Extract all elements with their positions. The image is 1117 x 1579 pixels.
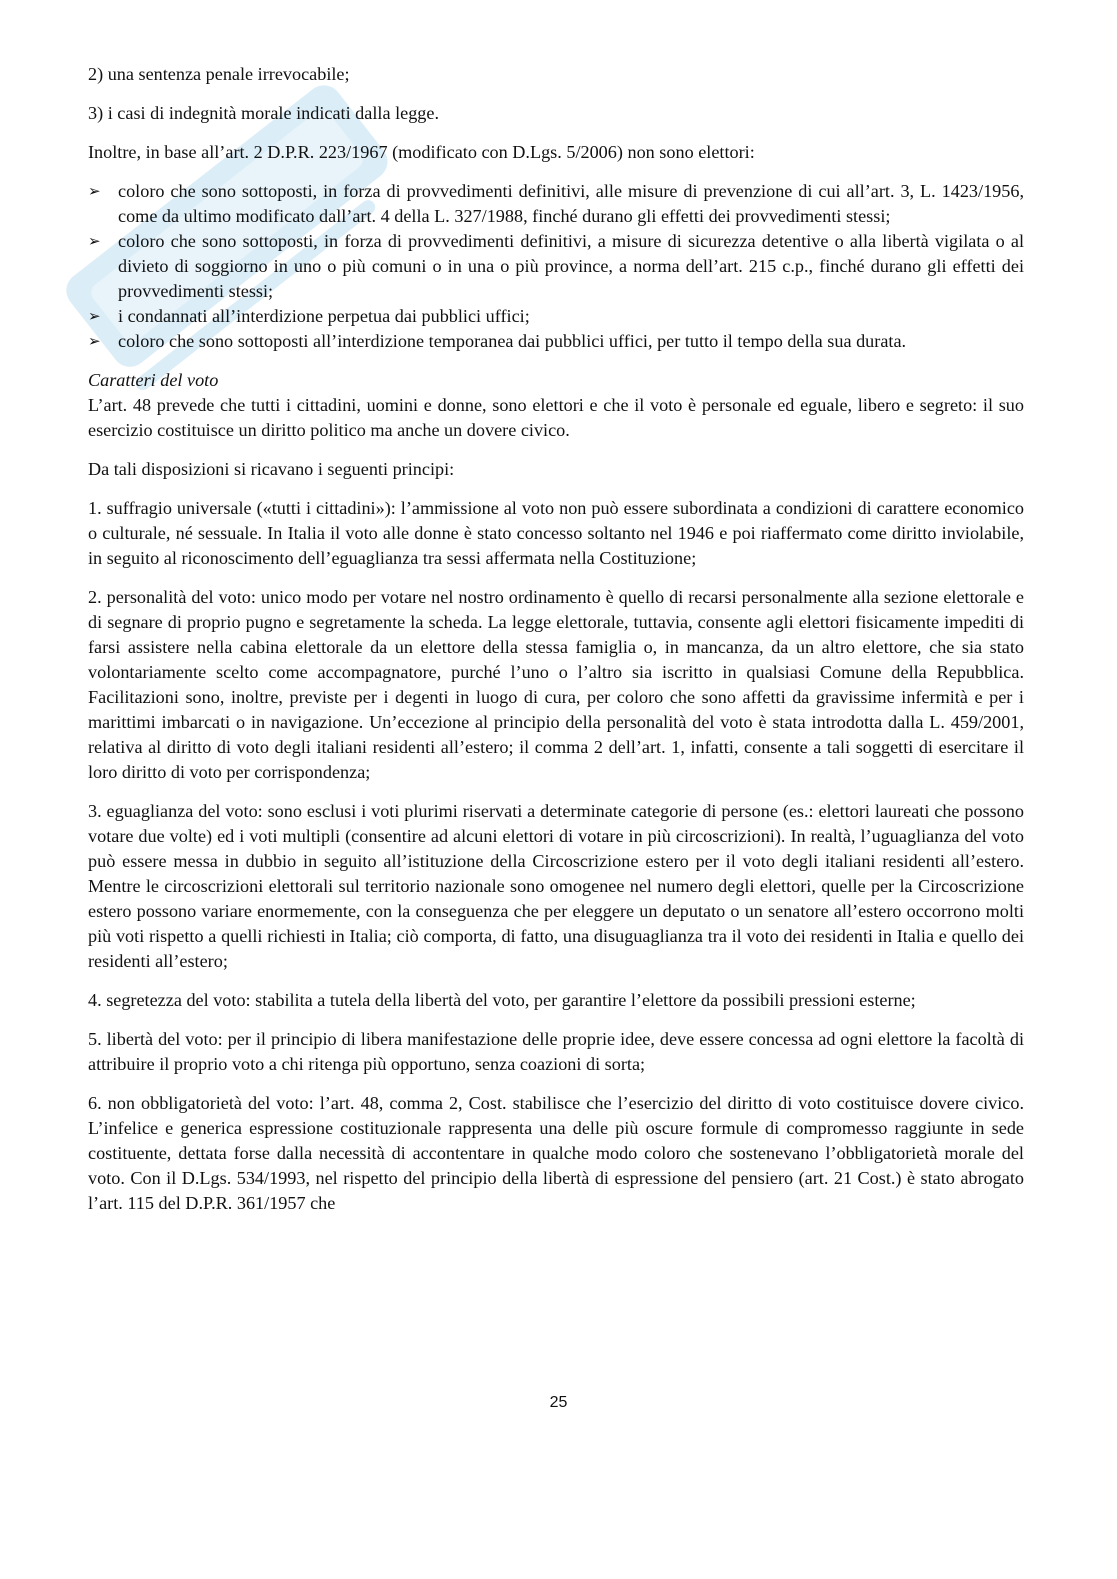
page-number: 25 <box>549 1394 568 1411</box>
principle-paragraph: 2. personalità del voto: unico modo per votare nel nostro ordinamento è quello di recarsi personalmente alla sezione elettorale e di segnare di proprio pugno e segretamente la scheda. La legge elettorale, tuttavia, consente agli elettori fisicamente impediti di farsi assistere nella cabina elettorale da un elettore della stessa famiglia o, in mancanza, da un altro elettore, che sia stato volontariamente scelto come accompagnatore, purché l’uno o l’altro sia iscritto in qualsiasi Comune della Repubblica. Facilitazioni sono, inoltre, previste per i degenti in luogo di cura, per coloro che sono affetti da gravissime infermità e per i marittimi imbarcati o in navigazione. Un’eccezione al principio della personalità del voto è stata introdotta dalla L. 459/2001, relativa al diritto di voto degli italiani residenti all’estero; il comma 2 dell’art. 1, infatti, consente a tali soggetti di esercitare il loro diritto di voto per corrispondenza; <box>88 587 1024 782</box>
principle-paragraph: 3. eguaglianza del voto: sono esclusi i voti plurimi riservati a determinate categorie di persone (es.: elettori laureati che possono votare due volte) ed i voti multipli (consentire ad alcuni elettori di votare in più circoscrizioni). In realtà, l’uguaglianza del voto può essere messa in dubbio in seguito all’istituzione della Circoscrizione estero per il voto degli italiani residenti all’estero. Mentre le circoscrizioni elettorali sul territorio nazionale sono omogenee nel numero degli elettori, quelle per la Circoscrizione estero possono variare enormemente, con la conseguenza che per eleggere un deputato o un senatore all’estero occorrono molti più voti rispetto a quelli richiesti in Italia; ciò comporta, di fatto, una disuguaglianza tra il voto dei residenti in Italia e quello dei residenti all’estero; <box>88 801 1024 971</box>
bullet-text: coloro che sono sottoposti all’interdizione temporanea dai pubblici uffici, per tutto il tempo della sua durata. <box>118 331 907 351</box>
principle-paragraph: 4. segretezza del voto: stabilita a tutela della libertà del voto, per garantire l’elettore da possibili pressioni esterne; <box>88 990 916 1010</box>
section-title: Caratteri del voto <box>88 370 219 390</box>
arrowhead-bullet-icon: ➢ <box>88 307 101 325</box>
principle-paragraph: 1. suffragio universale («tutti i cittadini»): l’ammissione al voto non può essere subordinata a condizioni di carattere economico o culturale, né sessuale. In Italia il voto alle donne è stato concesso soltanto nel 1946 e poi riaffermato come diritto inviolabile, in seguito al riconoscimento dell’eguaglianza tra sessi affermata nella Costituzione; <box>88 498 1024 568</box>
list-item: 3) i casi di indegnità morale indicati dalla legge. <box>88 103 439 123</box>
bullet-text: i condannati all’interdizione perpetua dai pubblici uffici; <box>118 306 530 326</box>
section-intro: L’art. 48 prevede che tutti i cittadini, uomini e donne, sono elettori e che il voto è personale ed eguale, libero e segreto: il suo esercizio costituisce un diritto politico ma anche un dovere civico. <box>88 395 1024 440</box>
bullet-item <box>88 304 1024 329</box>
arrowhead-bullet-icon: ➢ <box>88 232 101 250</box>
document-page <box>88 62 1024 1230</box>
principle-paragraph: 6. non obbligatorietà del voto: l’art. 48, comma 2, Cost. stabilisce che l’esercizio del diritto di voto costituisce dovere civico. L’infelice e generica espressione costituzionale rappresenta una delle più oscure formule di compromesso raggiunte in sede costituente, dettata forse dalla necessità di accontentare in qualche modo coloro che sostenevano l’obbligatorietà morale del voto. Con il D.Lgs. 534/1993, nel rispetto del principio della libertà di espressione del pensiero (art. 21 Cost.) è stato abrogato l’art. 115 del D.P.R. 361/1957 che <box>88 1093 1024 1213</box>
intro-paragraph: Inoltre, in base all’art. 2 D.P.R. 223/1967 (modificato con D.Lgs. 5/2006) non sono elettori: <box>88 142 755 162</box>
arrowhead-bullet-icon: ➢ <box>88 332 101 350</box>
bullet-item <box>88 179 1024 229</box>
bullet-list <box>88 179 1024 354</box>
principle-paragraph: 5. libertà del voto: per il principio di libera manifestazione delle proprie idee, deve essere concessa ad ogni elettore la facoltà di attribuire il proprio voto a chi ritenga più opportuno, senza coazioni di sorta; <box>88 1029 1024 1074</box>
list-item: 2) una sentenza penale irrevocabile; <box>88 64 350 84</box>
arrowhead-bullet-icon: ➢ <box>88 182 101 200</box>
bullet-item <box>88 329 1024 354</box>
bullet-text: coloro che sono sottoposti, in forza di provvedimenti definitivi, a misure di sicurezza detentive o alla libertà vigilata o al divieto di soggiorno in uno o più comuni o in una o più province, a norma dell’art. 215 c.p., finché durano gli effetti dei provvedimenti stessi; <box>118 231 1024 301</box>
principles-intro: Da tali disposizioni si ricavano i seguenti principi: <box>88 459 455 479</box>
bullet-item <box>88 229 1024 304</box>
bullet-text: coloro che sono sottoposti, in forza di provvedimenti definitivi, alle misure di prevenzione di cui all’art. 3, L. 1423/1956, come da ultimo modificato dall’art. 4 della L. 327/1988, finché durano gli effetti dei provvedimenti stessi; <box>118 181 1024 226</box>
